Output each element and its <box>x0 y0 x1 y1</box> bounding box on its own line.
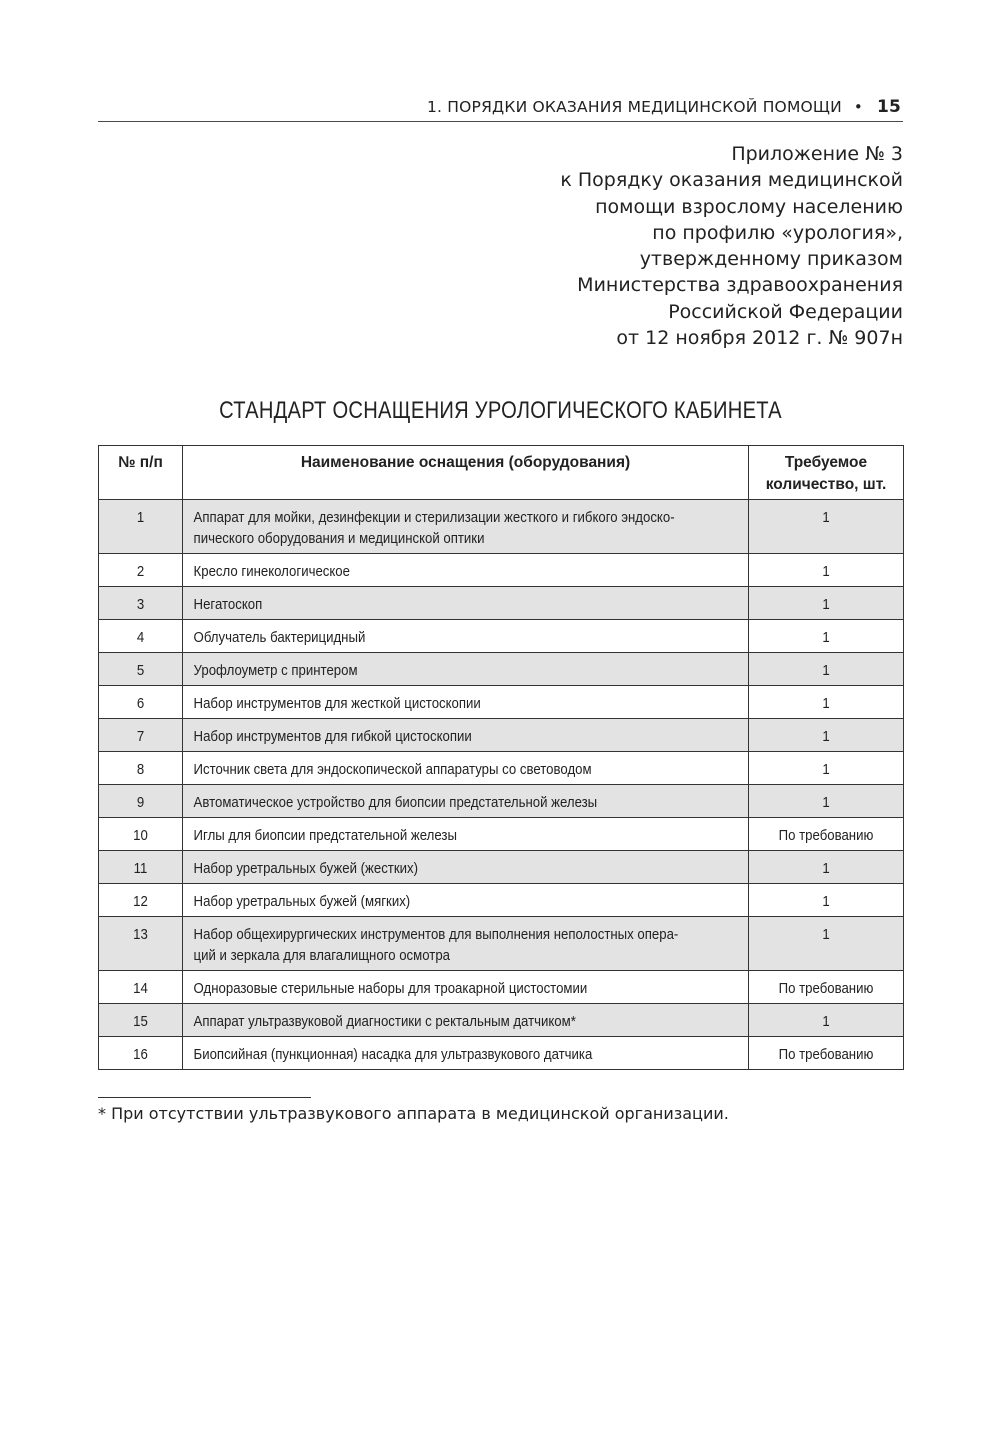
quantity-cell <box>749 785 904 818</box>
quantity-value: 1 <box>822 728 830 745</box>
table-header-row <box>99 446 904 500</box>
row-number-cell <box>99 686 183 719</box>
row-number-cell <box>99 851 183 884</box>
row-number: 8 <box>136 761 145 778</box>
row-number-cell <box>99 719 183 752</box>
table-row <box>99 554 904 587</box>
equipment-name-cell <box>183 971 749 1004</box>
quantity-cell <box>749 653 904 686</box>
equipment-table <box>98 445 904 1070</box>
quantity-cell <box>749 851 904 884</box>
quantity-value: По требованию <box>778 1046 874 1063</box>
row-number: 2 <box>136 563 145 580</box>
table-row <box>99 818 904 851</box>
equipment-name-cell <box>183 884 749 917</box>
equipment-name-line: Аппарат ультразвуковой диагностики с ректальным датчиком* <box>193 1013 576 1030</box>
equipment-name-line: Урофлоуметр с принтером <box>193 662 358 679</box>
equipment-name-line: Набор инструментов для гибкой цистоскопии <box>193 728 472 745</box>
row-number-cell <box>99 653 183 686</box>
equipment-name-cell <box>183 785 749 818</box>
row-number: 1 <box>136 509 145 526</box>
row-number: 13 <box>133 926 148 943</box>
quantity-value: 1 <box>822 596 830 613</box>
appendix-line: Приложение № 3 <box>731 143 903 165</box>
equipment-name-cell <box>183 686 749 719</box>
row-number-cell <box>99 785 183 818</box>
quantity-value: 1 <box>822 563 830 580</box>
equipment-name-line: Биопсийная (пункционная) насадка для ультразвукового датчика <box>193 1046 593 1063</box>
quantity-value: По требованию <box>778 980 874 997</box>
equipment-name-cell <box>183 587 749 620</box>
equipment-name-cell <box>183 554 749 587</box>
table-row <box>99 851 904 884</box>
header-number: № п/п <box>99 446 183 500</box>
table-row <box>99 785 904 818</box>
row-number-cell <box>99 917 183 971</box>
header-quantity-line: Требуемое <box>784 454 868 471</box>
row-number: 5 <box>136 662 145 679</box>
row-number: 16 <box>133 1046 148 1063</box>
table-row <box>99 917 904 971</box>
table-row <box>99 620 904 653</box>
footnote-divider <box>98 1097 311 1098</box>
quantity-cell <box>749 1037 904 1070</box>
row-number-cell <box>99 554 183 587</box>
row-number: 7 <box>136 728 145 745</box>
equipment-name-line: ций и зеркала для влагалищного осмотра <box>193 947 451 964</box>
quantity-value: 1 <box>822 509 830 526</box>
table-row <box>99 1004 904 1037</box>
row-number-cell <box>99 1004 183 1037</box>
equipment-name-cell <box>183 500 749 554</box>
quantity-cell <box>749 719 904 752</box>
header-name: Наименование оснащения (оборудования) <box>183 446 749 500</box>
equipment-name-cell <box>183 851 749 884</box>
table-row <box>99 653 904 686</box>
equipment-name-line: Источник света для эндоскопической аппаратуры со световодом <box>193 761 592 778</box>
row-number-cell <box>99 1037 183 1070</box>
row-number-cell <box>99 500 183 554</box>
equipment-name-line: Автоматическое устройство для биопсии предстательной железы <box>193 794 598 811</box>
row-number: 3 <box>136 596 145 613</box>
quantity-cell <box>749 884 904 917</box>
table-row <box>99 587 904 620</box>
quantity-cell <box>749 554 904 587</box>
appendix-line: к Порядку оказания медицинской <box>560 169 903 192</box>
equipment-name-line: Облучатель бактерицидный <box>193 629 366 646</box>
row-number-cell <box>99 818 183 851</box>
equipment-name-line: Набор общехирургических инструментов для выполнения неполостных опера- <box>193 926 679 943</box>
table-body <box>99 500 904 1070</box>
quantity-cell <box>749 686 904 719</box>
quantity-value: 1 <box>822 860 830 877</box>
document-title: СТАНДАРТ ОСНАЩЕНИЯ УРОЛОГИЧЕСКОГО КАБИНЕТА <box>219 397 782 424</box>
quantity-cell <box>749 752 904 785</box>
equipment-name-line: Аппарат для мойки, дезинфекции и стерилизации жесткого и гибкого эндоско- <box>193 509 675 526</box>
appendix-line: Министерства здравоохранения <box>577 274 903 297</box>
equipment-name-cell <box>183 752 749 785</box>
quantity-value: По требованию <box>778 827 874 844</box>
row-number-cell <box>99 587 183 620</box>
header-quantity-line: количество, шт. <box>765 476 887 493</box>
quantity-value: 1 <box>822 1013 830 1030</box>
equipment-name-cell <box>183 1037 749 1070</box>
row-number: 9 <box>136 794 145 811</box>
table-row <box>99 500 904 554</box>
quantity-cell <box>749 1004 904 1037</box>
equipment-name-line: Кресло гинекологическое <box>193 563 350 580</box>
table-row <box>99 719 904 752</box>
equipment-name-line: Набор уретральных бужей (мягких) <box>193 893 411 910</box>
appendix-line: утвержденному приказом <box>639 248 903 271</box>
running-header <box>98 92 903 122</box>
table-row <box>99 971 904 1004</box>
equipment-name-cell <box>183 1004 749 1037</box>
row-number: 10 <box>133 827 148 844</box>
quantity-value: 1 <box>822 926 830 943</box>
bullet-separator: • <box>853 97 863 116</box>
equipment-name-line: пического оборудования и медицинской оптики <box>193 530 485 547</box>
table-row <box>99 686 904 719</box>
equipment-name-line: Иглы для биопсии предстательной железы <box>193 827 457 844</box>
equipment-name-line: Негатоскоп <box>193 596 263 613</box>
appendix-block <box>483 141 903 351</box>
row-number-cell <box>99 971 183 1004</box>
row-number-cell <box>99 884 183 917</box>
equipment-name-cell <box>183 719 749 752</box>
quantity-cell <box>749 818 904 851</box>
quantity-cell <box>749 917 904 971</box>
quantity-cell <box>749 971 904 1004</box>
equipment-name-cell <box>183 818 749 851</box>
row-number: 12 <box>133 893 148 910</box>
appendix-line: помощи взрослому населению <box>595 195 903 218</box>
quantity-cell <box>749 500 904 554</box>
quantity-value: 1 <box>822 761 830 778</box>
equipment-name-line: Набор инструментов для жесткой цистоскопии <box>193 695 481 712</box>
row-number: 4 <box>136 629 145 646</box>
appendix-line: по профилю «урология», <box>652 221 903 244</box>
row-number: 6 <box>136 695 145 712</box>
table-row <box>99 752 904 785</box>
row-number: 14 <box>133 980 148 997</box>
quantity-value: 1 <box>822 794 830 811</box>
table-row <box>99 1037 904 1070</box>
section-title: 1. ПОРЯДКИ ОКАЗАНИЯ МЕДИЦИНСКОЙ ПОМОЩИ <box>426 97 842 116</box>
quantity-value: 1 <box>822 695 830 712</box>
row-number: 11 <box>133 860 148 877</box>
quantity-cell <box>749 587 904 620</box>
row-number-cell <box>99 620 183 653</box>
equipment-name-line: Одноразовые стерильные наборы для троакарной цистостомии <box>193 980 588 997</box>
appendix-line: Российской Федерации <box>668 300 903 323</box>
page-number: 15 <box>876 96 901 117</box>
footnote: * При отсутствии ультразвукового аппарата в медицинской организации. <box>98 1104 729 1123</box>
table-row <box>99 884 904 917</box>
row-number-cell <box>99 752 183 785</box>
quantity-value: 1 <box>822 893 830 910</box>
equipment-name-line: Набор уретральных бужей (жестких) <box>193 860 418 877</box>
quantity-value: 1 <box>822 662 830 679</box>
equipment-name-cell <box>183 653 749 686</box>
quantity-cell <box>749 620 904 653</box>
appendix-line: от 12 ноября 2012 г. № 907н <box>616 327 903 350</box>
header-quantity <box>749 446 904 500</box>
quantity-value: 1 <box>822 629 830 646</box>
equipment-name-cell <box>183 620 749 653</box>
equipment-name-cell <box>183 917 749 971</box>
row-number: 15 <box>133 1013 148 1030</box>
